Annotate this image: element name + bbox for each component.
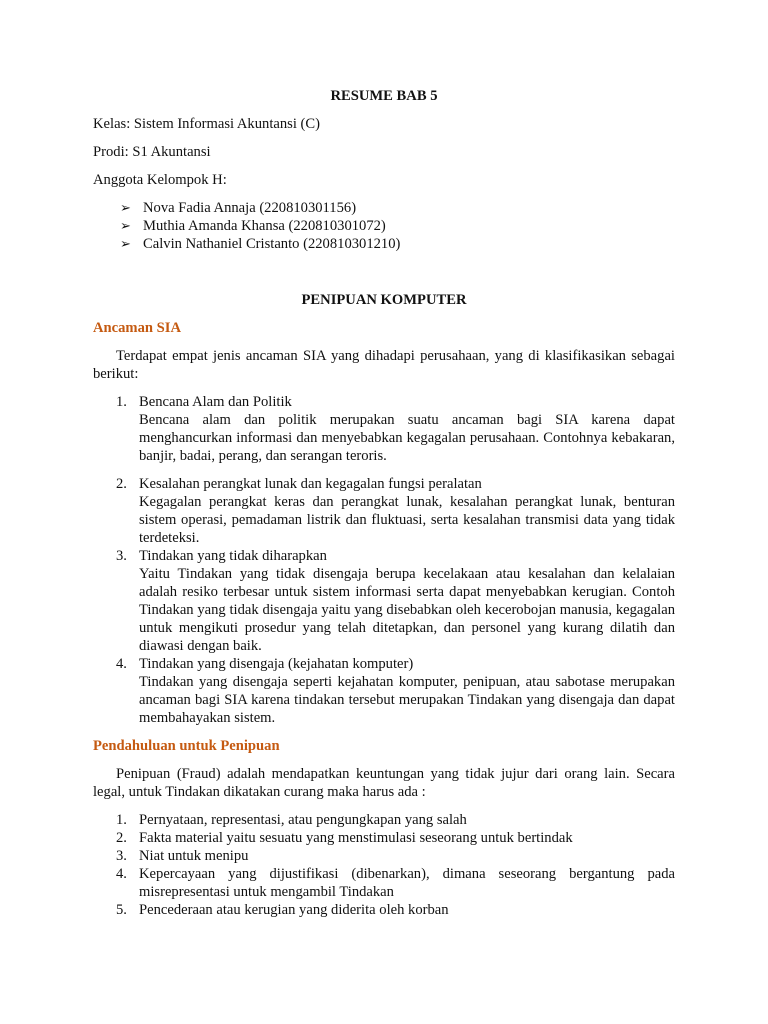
kelas-line: Kelas: Sistem Informasi Akuntansi (C) — [93, 116, 320, 132]
arrow-bullet-icon: ➢ — [120, 236, 131, 251]
list-item: 2. Fakta material yaitu sesuatu yang menstimulasi seseorang untuk bertindak — [116, 830, 573, 846]
list-item: 4. Tindakan yang disengaja (kejahatan komputer) Tindakan yang disengaja seperti kejahatan komputer, penipuan, atau sabotase merupakan ancaman bagi SIA karena tindakan tersebut merupakan Tindakan yang disengaja dan dapat membahayakan sistem. — [116, 656, 675, 726]
item-desc: Yaitu Tindakan yang tidak disengaja berupa kecelakaan atau kesalahan dan kelalaian adalah resiko terbesar untuk sistem informasi serta dapat menyebabkan kerugian. Contoh Tindakan yang tidak disengaja yaitu yang disebabkan oleh kecerobojan manusia, kegagalan untuk mengikuti prosedur yang telah ditetapkan, dan personel yang kurang dilatih dan diawasi dengan baik. — [139, 566, 675, 654]
anggota-label: Anggota Kelompok H: — [93, 172, 227, 188]
list-item: 3. Niat untuk menipu — [116, 848, 249, 864]
list-item: ➢ Muthia Amanda Khansa (220810301072) — [120, 218, 386, 234]
arrow-bullet-icon: ➢ — [120, 218, 131, 233]
list-item: 3. Tindakan yang tidak diharapkan Yaitu Tindakan yang tidak disengaja berupa kecelakaan atau kesalahan dan kelalaian adalah resiko terbesar untuk sistem informasi serta dapat menyebabkan kerugian. Contoh Tindakan yang tidak disengaja yaitu yang disebabkan oleh kecerobojan manusia, kegagalan untuk mengikuti prosedur yang telah ditetapkan, dan personel yang kurang dilatih dan diawasi dengan baik. — [116, 548, 675, 654]
arrow-bullet-icon: ➢ — [120, 200, 131, 215]
list-item: ➢ Nova Fadia Annaja (220810301156) — [120, 200, 357, 216]
item-title: Tindakan yang disengaja (kejahatan komputer) — [139, 656, 414, 672]
item-desc: Tindakan yang disengaja seperti kejahatan komputer, penipuan, atau sabotase merupakan ancaman bagi SIA karena tindakan tersebut merupakan Tindakan yang disengaja dan dapat membahayakan sistem. — [139, 674, 675, 726]
section-title: PENIPUAN KOMPUTER — [301, 292, 467, 308]
item-desc: Bencana alam dan politik merupakan suatu ancaman bagi SIA karena dapat menghancurkan informasi dan menyebabkan kegagalan perusahaan. Contohnya kebakaran, banjir, badai, perang, dan serangan teroris. — [139, 412, 675, 464]
item-desc: Kegagalan perangkat keras dan perangkat lunak, kesalahan perangkat lunak, benturan sistem operasi, pemadaman listrik dan fluktuasi, serta kesalahan transmisi data yang tidak terdeteksi. — [139, 494, 675, 546]
list-item: 4. Kepercayaan yang dijustifikasi (dibenarkan), dimana seseorang bergantung pada misrepresentasi untuk mengambil Tindakan — [116, 866, 675, 900]
ancaman-list — [93, 393, 675, 727]
member-list — [93, 199, 675, 253]
pendahuluan-list — [93, 811, 675, 919]
ancaman-intro: Terdapat empat jenis ancaman SIA yang dihadapi perusahaan, yang di klasifikasikan sebagai berikut: — [93, 348, 675, 382]
list-item: 2. Kesalahan perangkat lunak dan kegagalan fungsi peralatan Kegagalan perangkat keras dan perangkat lunak, kesalahan perangkat lunak, benturan sistem operasi, pemadaman listrik dan fluktuasi, serta kesalahan transmisi data yang tidak terdeteksi. — [116, 476, 675, 546]
document-title: RESUME BAB 5 — [330, 88, 438, 104]
item-title: Kesalahan perangkat lunak dan kegagalan fungsi peralatan — [139, 476, 482, 492]
pendahuluan-intro: Penipuan (Fraud) adalah mendapatkan keuntungan yang tidak jujur dari orang lain. Secara legal, untuk Tindakan dikatakan curang maka harus ada : — [93, 766, 675, 800]
item-title: Bencana Alam dan Politik — [139, 394, 292, 410]
item-title: Tindakan yang tidak diharapkan — [139, 548, 327, 564]
ancaman-heading: Ancaman SIA — [93, 320, 181, 336]
list-item: 5. Pencederaan atau kerugian yang diderita oleh korban — [116, 902, 449, 918]
list-item: 1. Pernyataan, representasi, atau pengungkapan yang salah — [116, 812, 467, 828]
pendahuluan-heading: Pendahuluan untuk Penipuan — [93, 738, 280, 754]
list-item: ➢ Calvin Nathaniel Cristanto (220810301210) — [120, 236, 401, 252]
list-item: 1. Bencana Alam dan Politik Bencana alam dan politik merupakan suatu ancaman bagi SIA karena dapat menghancurkan informasi dan menyebabkan kegagalan perusahaan. Contohnya kebakaran, banjir, badai, perang, dan serangan teroris. — [116, 394, 675, 464]
prodi-line: Prodi: S1 Akuntansi — [93, 144, 211, 160]
